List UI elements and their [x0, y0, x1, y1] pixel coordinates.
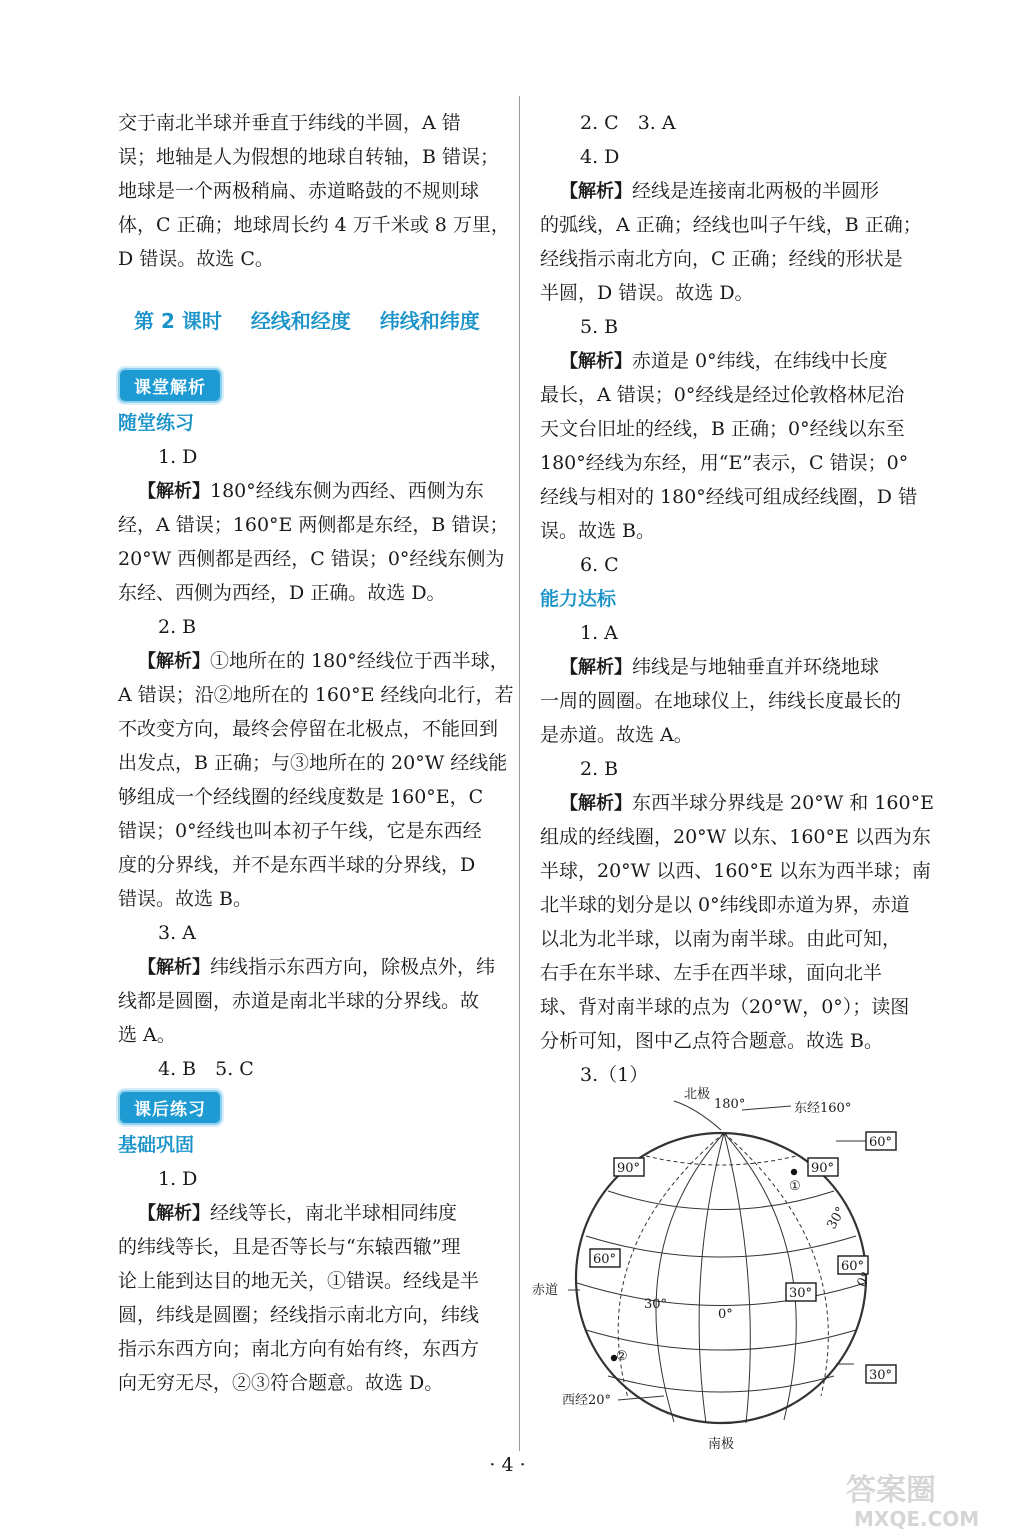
answer-1: 1. D	[158, 446, 198, 468]
text-line	[118, 474, 500, 508]
text-line: 误。故选 B。	[540, 520, 656, 542]
explanation-3	[118, 950, 500, 1052]
lesson-title	[134, 304, 500, 338]
box-label: 60°	[841, 1259, 865, 1274]
leader-east160	[742, 1106, 791, 1110]
answer-4: 4. D	[580, 146, 620, 168]
latitude-line	[586, 1330, 856, 1350]
explanation-tag: 【解析】	[560, 351, 632, 372]
east160-label: 东经160°	[794, 1101, 852, 1116]
west20-label: 西经20°	[562, 1393, 612, 1408]
globe-diagram	[532, 1078, 918, 1454]
text-line: 一周的圆圈。在地球仪上，纬线长度最长的	[540, 690, 902, 712]
text-line: 误；地轴是人为假想的地球自转轴，B 错误；	[118, 146, 500, 168]
box-label: 60°	[593, 1252, 617, 1267]
explanation-ability-1	[540, 650, 918, 752]
text-line	[540, 786, 934, 820]
explanation-text: 经线是连接南北两极的半圆形	[632, 180, 880, 202]
section-badge-after-class: 课后练习	[118, 1090, 222, 1125]
text-line: 经线指示南北方向，C 正确；经线的形状是	[540, 248, 903, 270]
explanation-text: 东西半球分界线是 20°W 和 160°E	[632, 792, 934, 814]
text-line: A 错误；沿②地所在的 160°E 经线向北行，若	[118, 684, 514, 706]
meridian-line	[724, 1133, 750, 1423]
text-line: 指示东西方向；南北方向有始有终，东西方	[118, 1338, 480, 1360]
lesson-topic-latitude: 纬线和纬度	[379, 309, 480, 333]
explanation-tag: 【解析】	[138, 957, 210, 978]
text-line: 半球，20°W 以西、160°E 以东为西半球；南	[540, 860, 931, 882]
text-line: 经，A 错误；160°E 两侧都是东经，B 错误；	[118, 514, 509, 536]
explanation-4	[540, 174, 922, 310]
box-label: 60°	[869, 1135, 893, 1150]
plain-label: 30°	[644, 1297, 668, 1312]
explanation-text: 赤道是 0°纬线，在纬线中长度	[632, 350, 888, 372]
box-label: 30°	[789, 1286, 813, 1301]
right-column	[540, 106, 934, 1092]
explanation-tag: 【解析】	[560, 657, 632, 678]
text-line: 不改变方向，最终会停留在北极点，不能回到	[118, 718, 499, 740]
answer-2: 2. B	[158, 616, 197, 638]
section-badge-classroom: 课堂解析	[118, 368, 222, 403]
circle-1-label: ①	[789, 1179, 801, 1194]
text-line: 的弧线，A 正确；经线也叫子午线，B 正确；	[540, 214, 922, 236]
text-line: D 错误。故选 C。	[118, 248, 274, 270]
answer-5: 5. B	[580, 316, 619, 338]
explanation-text: 经线等长，南北半球相同纬度	[210, 1202, 458, 1224]
text-line: 度的分界线，并不是东西半球的分界线，D	[118, 854, 476, 876]
plain-label: 0°	[854, 1269, 875, 1290]
left-column	[118, 106, 514, 1400]
box-label: 90°	[617, 1161, 641, 1176]
explanation-text: 180°经线东侧为西经、西侧为东	[210, 480, 484, 502]
page-number: · 4 ·	[489, 1454, 526, 1476]
text-line: 180°经线为东经，用“E”表示，C 错误；0°	[540, 452, 909, 474]
latitude-line	[586, 1236, 856, 1257]
equator-label: 赤道	[532, 1283, 559, 1298]
text-line: 向无穷无尽，②③符合题意。故选 D。	[118, 1372, 444, 1394]
subsection-basic-consolidation: 基础巩固	[118, 1134, 195, 1156]
text-line	[118, 950, 500, 984]
point-1	[791, 1169, 797, 1175]
text-line: 出发点，B 正确；与③地所在的 20°W 经线能	[118, 752, 508, 774]
lesson-number: 第 2 课时	[134, 309, 222, 333]
explanation-tag: 【解析】	[138, 651, 210, 672]
explanation-tag: 【解析】	[138, 481, 210, 502]
answer-basic-1: 1. D	[158, 1168, 198, 1190]
text-line: 错误。故选 B。	[118, 888, 253, 910]
text-line: 错误；0°经线也叫本初子午线，它是东西经	[118, 820, 482, 842]
explanation-ability-2	[540, 786, 934, 1058]
text-line: 天文台旧址的经线，B 正确；0°经线以东至	[540, 418, 905, 440]
explanation-2	[118, 644, 514, 916]
text-line: 以北为北半球，以南为南半球。由此可知，	[540, 928, 902, 950]
answer-ability-1: 1. A	[580, 622, 618, 644]
explanation-text: ①地所在的 180°经线位于西半球，	[210, 650, 509, 672]
plain-label: 0°	[718, 1307, 733, 1322]
text-line: 交于南北半球并垂直于纬线的半圆，A 错	[118, 112, 461, 134]
south-pole-label: 南极	[708, 1437, 735, 1452]
meridian-line	[724, 1133, 796, 1420]
text-line: 体，C 正确；地球周长约 4 万千米或 8 万里，	[118, 214, 510, 236]
text-line	[540, 174, 918, 208]
text-line: 的纬线等长，且是否等长与“东辕西辙”理	[118, 1236, 461, 1258]
subsection-in-class-practice: 随堂练习	[118, 412, 195, 434]
box-label: 90°	[811, 1161, 835, 1176]
text-line: 20°W 西侧都是西经，C 错误；0°经线东侧为	[118, 548, 505, 570]
explanation-1	[118, 474, 509, 610]
column-divider	[519, 96, 520, 1451]
text-line: 分析可知，图中乙点符合题意。故选 B。	[540, 1030, 884, 1052]
watermark-main: 答案圈	[846, 1473, 936, 1508]
180-label: 180°	[714, 1097, 746, 1112]
box-label: 30°	[869, 1368, 893, 1383]
text-line: 够组成一个经线圈的经线度数是 160°E，C	[118, 786, 484, 808]
text-line	[540, 650, 918, 684]
text-line: 右手在东半球、左手在西半球，面向北半	[540, 962, 883, 984]
text-line	[118, 1196, 500, 1230]
watermark-site: MXQE.COM	[854, 1507, 980, 1531]
text-line: 球、背对南半球的点为（20°W，0°）；读图	[540, 996, 910, 1018]
answer-ability-2: 2. B	[580, 758, 619, 780]
lesson-topic-longitude: 经线和经度	[250, 309, 351, 333]
explanation-text: 纬线是与地轴垂直并环绕地球	[632, 656, 880, 678]
plain-label: 30°	[824, 1204, 849, 1232]
answer-6: 6. C	[580, 554, 619, 576]
text-line: 最长，A 错误；0°经线是经过伦敦格林尼治	[540, 384, 905, 406]
latitude-line	[646, 1156, 796, 1165]
text-line: 是赤道。故选 A。	[540, 724, 693, 746]
answer-4-5: 4. B 5. C	[158, 1058, 254, 1080]
latitude-line	[608, 1376, 834, 1392]
north-pole-label: 北极	[684, 1087, 711, 1102]
answer-2-3: 2. C 3. A	[580, 112, 676, 134]
text-line: 线都是圆圈，赤道是南北半球的分界线。故	[118, 990, 480, 1012]
text-line: 经线与相对的 180°经线可组成经线圈，D 错	[540, 486, 918, 508]
text-line: 东经、西侧为西经，D 正确。故选 D。	[118, 582, 446, 604]
answer-ability-3-1: 3.（1）	[580, 1064, 649, 1086]
text-line	[540, 344, 918, 378]
text-line: 半圆，D 错误。故选 D。	[540, 282, 754, 304]
meridian-line	[699, 1133, 724, 1423]
text-line	[118, 644, 509, 678]
explanation-5	[540, 344, 918, 548]
explanation-tag: 【解析】	[560, 181, 632, 202]
text-line: 北半球的划分是以 0°纬线即赤道为界，赤道	[540, 894, 910, 916]
explanation-tag: 【解析】	[138, 1203, 210, 1224]
explanation-basic-1	[118, 1196, 500, 1400]
explanation-text: 纬线指示东西方向，除极点外，纬	[210, 956, 496, 978]
explanation-tag: 【解析】	[560, 793, 632, 814]
subsection-ability-standard: 能力达标	[540, 588, 617, 610]
text-line: 圆，纬线是圆圈；经线指示南北方向，纬线	[118, 1304, 480, 1326]
intro-paragraph	[118, 106, 510, 276]
text-line: 论上能到达目的地无关，①错误。经线是半	[118, 1270, 480, 1292]
text-line: 组成的经线圈，20°W 以东、160°E 以西为东	[540, 826, 931, 848]
text-line: 地球是一个两极稍扁、赤道略鼓的不规则球	[118, 180, 480, 202]
watermark-logo	[840, 1466, 1010, 1532]
text-line: 选 A。	[118, 1024, 176, 1046]
answer-3: 3. A	[158, 922, 196, 944]
circle-2-label: ②	[616, 1349, 628, 1364]
